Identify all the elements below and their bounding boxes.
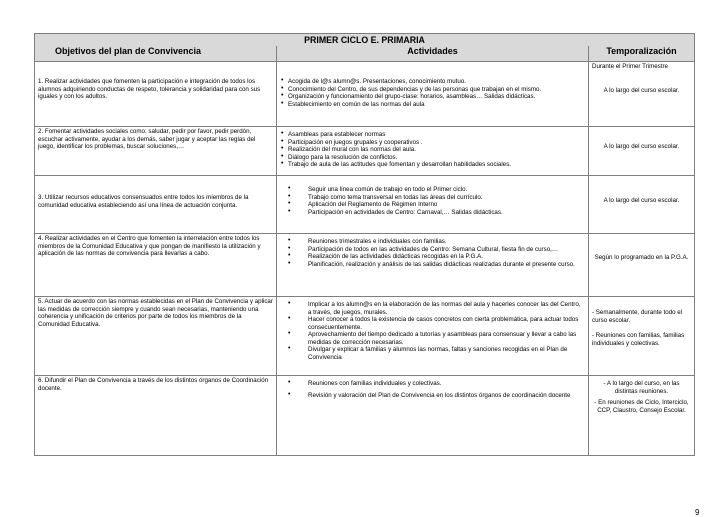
document-page [34,33,700,517]
table-row [35,234,695,297]
activity-item: • Organización y funcionamiento del grupo-clase: horarios, asambleas… Salidas didácticas. [280,93,585,101]
table-header-row [35,46,695,62]
activity-item: • Participación en juegos grupales y cooperativos . [280,139,585,147]
timing-top-text: Durante el Primer Trimestre [592,63,668,70]
activity-item: • Trabajo de aula de las actitudes que fomentan y desarrollan habilidades sociales. [280,161,585,169]
timing-text: - A lo largo del curso, en las distintas reuniones. [603,380,680,395]
activity-item: • Participación de todos en las actividades de Centro: Semana Cultural, fiesta fin de curso,… [280,246,585,254]
activity-item: • Planificación, realización y análisis de las salidas didácticas realizadas durante el presente curso. [280,261,585,269]
timing-cell [589,62,695,127]
activity-item: • Acogida de l@s alumn@s. Presentaciones, conocimiento mutuo. [280,78,585,86]
table-row [35,297,695,376]
table-row [35,62,695,127]
timing-cell [589,297,695,376]
activity-item: • Seguir una línea común de trabajo en todo el Primer ciclo. [280,186,585,194]
activity-item: • Asambleas para establecer normas [280,131,585,139]
timing-text: - Semanalmente, durante todo el curso escolar. [592,309,683,324]
activity-item: • Hacer conocer a todos la existencia de casos concretos con cierta problemática, para actuar todos consecuentemente. [280,316,585,331]
activities-cell [277,297,589,376]
activity-item: • Realización de las actividades didácticas recogidas en la P.G.A. [280,253,585,261]
objective-cell: 3. Utilizar recursos educativos consensuados entre todos los miembros de la comunidad educativa estableciendo así una línea de actuación conjunta. [35,176,277,234]
timing-text: - En reuniones de Ciclo, Interciclo, CCP, Claustro, Consejo Escolar. [594,399,689,414]
activities-cell [277,127,589,176]
activity-item: • Realización del mural con las normas del aula. [280,146,585,154]
activities-cell [277,234,589,297]
activity-item: • Aplicación del Reglamento de Régimen Interno [280,201,585,209]
header-temporalizacion: Temporalización [589,46,695,62]
activity-item: • Implicar a los alumn@s en la elaboración de las normas del aula y hacerles conocer las del Centro, a través, de juegos, murales. [280,301,585,316]
objective-cell: 2. Fomentar actividades sociales como: saludar, pedir por favor, pedir perdón, escuchar activamente, ayudar a los demás, saber jugar y aceptar las reglas del juego, identificar los problemas, buscar soluciones,… [35,127,277,176]
activity-item: • Reuniones con familias individuales y colectivas. [280,380,585,388]
page-number: 9 [695,508,700,517]
table-row [35,127,695,176]
table-row [35,376,695,456]
objective-cell: 6. Difundir el Plan de Convivencia a través de los distintos órganos de Coordinación docente. [35,376,277,456]
activity-item: • Participación en actividades de Centro: Carnaval,… Salidas didácticas. [280,209,585,217]
timing-cell [589,376,695,456]
table-title-row [35,34,695,47]
timing-cell: Según lo programado en la P.G.A. [589,234,695,297]
objective-cell: 4. Realizar actividades en el Centro que fomenten la interrelación entre todos los miembros de la Comunidad Educativa y que pongan de manifiesto la utilización y aplicación de las normas de convivencia para llevarlas a cabo. [35,234,277,297]
convivencia-plan-table [34,33,695,456]
objective-cell: 1. Realizar actividades que fomenten la participación e integración de todos los alumnos adquiriendo conductas de respeto, tolerancia y solidaridad para con sus iguales y con los adultos. [35,62,277,127]
header-actividades: Actividades [277,46,589,62]
timing-cell: A lo largo del curso escolar. [589,176,695,234]
activities-cell [277,62,589,127]
activity-item: • Trabajo como tema transversal en todas las áreas del currículo. [280,194,585,202]
activity-item: • Diálogo para la resolución de conflictos. [280,154,585,162]
activity-item: • Reuniones trimestrales e individuales con familias. [280,238,585,246]
table-row [35,176,695,234]
activity-item: • Aprovechamiento del tiempo dedicado a tutorías y asambleas para consensuar y llevar a cabo las medidas de corrección necesarias. [280,331,585,346]
activity-item: • Conocimiento del Centro, de sus dependencias y de las personas que trabajan en el mismo. [280,86,585,94]
activity-item: • Divulgar y explicar a familias y alumnos las normas, faltas y sanciones recogidas en el Plan de Convivencia [280,346,585,361]
timing-text: - Reuniones con familias, familias individuales y colectivas. [592,332,685,347]
objective-cell: 5. Actuar de acuerdo con las normas establecidas en el Plan de Convivencia y aplicar las medidas de corrección siempre y cuando sean necesarias, manteniendo una coherencia y unificación de criterios por parte de todos los miembros de la Comunidad Educativa. [35,297,277,376]
header-objetivos: Objetivos del plan de Convivencia [35,46,277,62]
activity-item: • Establecimiento en común de las normas del aula [280,101,585,109]
timing-text: A lo largo del curso escolar. [603,86,680,94]
activities-cell [277,376,589,456]
table-title: PRIMER CICLO E. PRIMARIA [35,34,695,47]
activities-cell [277,176,589,234]
timing-cell: A lo largo del curso escolar. [589,127,695,176]
activity-item: • Revisión y valoración del Plan de Convivencia en los distintos órganos de coordinación docente [280,392,585,400]
